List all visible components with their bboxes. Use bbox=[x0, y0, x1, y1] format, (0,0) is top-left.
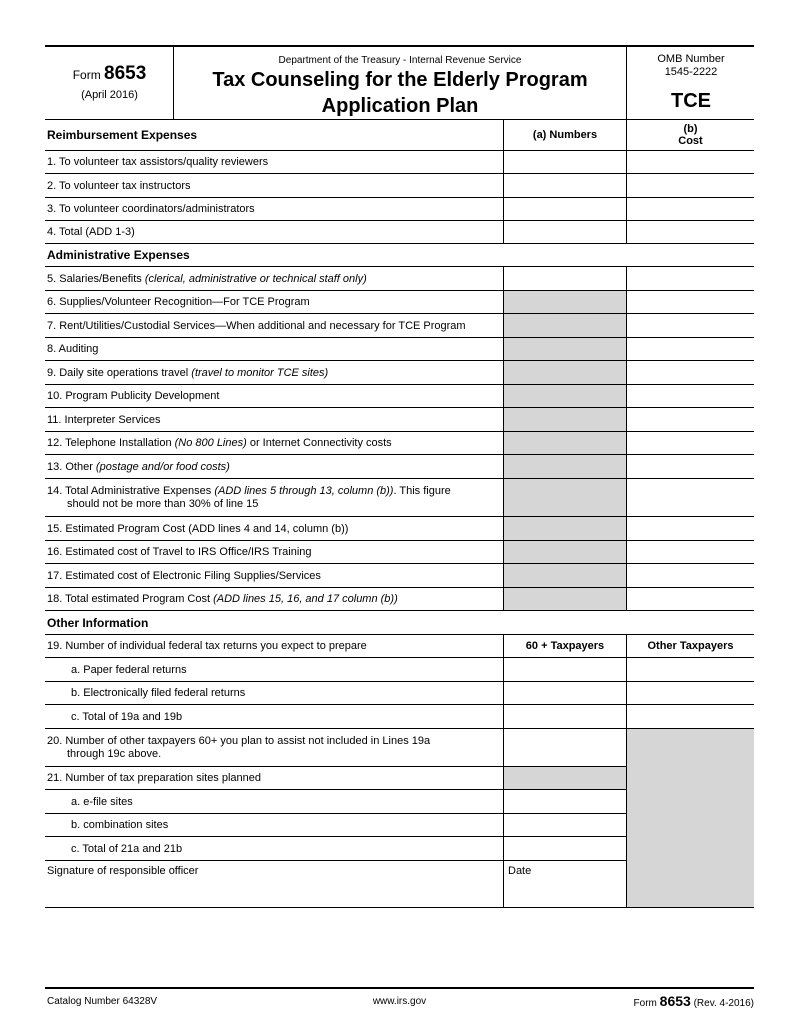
line-21-label: 21. Number of tax preparation sites planned bbox=[45, 767, 503, 790]
col-a-heading: (a) Numbers bbox=[532, 129, 598, 141]
date-field[interactable]: Date bbox=[503, 861, 626, 907]
line-4-row bbox=[45, 221, 754, 244]
line-15-label: 15. Estimated Program Cost (ADD lines 4 and 14, column (b)) bbox=[47, 522, 349, 535]
line-16-label: 16. Estimated cost of Travel to IRS Office/IRS Training bbox=[47, 546, 312, 558]
line-8-cost[interactable] bbox=[626, 338, 754, 360]
line-5-label: 5. Salaries/Benefits (clerical, administrative or technical staff only) bbox=[47, 272, 367, 285]
program-code: TCE bbox=[671, 90, 711, 112]
line-2-label: 2. To volunteer tax instructors bbox=[47, 179, 191, 192]
line-13-row bbox=[45, 455, 754, 479]
line-20-row bbox=[45, 729, 754, 767]
line-19c-60[interactable] bbox=[503, 705, 626, 728]
form-date: (April 2016) bbox=[81, 89, 138, 101]
line-20-60[interactable] bbox=[503, 729, 626, 767]
line-12-label: 12. Telephone Installation (No 800 Lines) or Internet Connectivity costs bbox=[47, 437, 392, 449]
line-18-row bbox=[45, 588, 754, 611]
line-20-label: 20. Number of other taxpayers 60+ you plan to assist not included in Lines 19a through 19c above. bbox=[45, 729, 503, 767]
line-19a-label: a. Paper federal returns bbox=[71, 663, 187, 676]
line-4-cost[interactable] bbox=[626, 221, 754, 243]
line-2-numbers[interactable] bbox=[503, 174, 626, 197]
line-21a-label: a. e-file sites bbox=[45, 790, 503, 814]
catalog-number: Catalog Number 64328V bbox=[47, 996, 158, 1007]
line-15-row bbox=[45, 517, 754, 541]
line-12-row bbox=[45, 432, 754, 455]
line-18-cost[interactable] bbox=[626, 588, 754, 610]
line-9-cost[interactable] bbox=[626, 361, 754, 384]
line-3-label: 3. To volunteer coordinators/administrators bbox=[47, 203, 255, 215]
department: Department of the Treasury - Internal Revenue Service bbox=[278, 55, 522, 66]
irs-link[interactable]: www.irs.gov bbox=[372, 996, 427, 1007]
line-5-numbers[interactable] bbox=[503, 267, 626, 290]
line-2-row bbox=[45, 174, 754, 198]
line-19c-label: c. Total of 19a and 19b bbox=[71, 710, 183, 723]
line-16-cost[interactable] bbox=[626, 541, 754, 563]
col-b-heading: (b) Cost bbox=[678, 123, 703, 147]
line-7-cost[interactable] bbox=[626, 314, 754, 337]
line-5-row bbox=[45, 267, 754, 291]
line-17-row bbox=[45, 564, 754, 588]
line-11-label: 11. Interpreter Services bbox=[47, 413, 161, 426]
line-21c-label: c. Total of 21a and 21b bbox=[45, 837, 503, 861]
line-3-row bbox=[45, 198, 754, 221]
line-19a-other[interactable] bbox=[626, 658, 754, 681]
line-13-label: 13. Other (postage and/or food costs) bbox=[47, 460, 230, 473]
administrative-header-row bbox=[45, 244, 754, 267]
line-1-cost[interactable] bbox=[626, 151, 754, 173]
form-page bbox=[45, 45, 754, 1035]
line-21-row bbox=[45, 767, 754, 790]
line-8-row bbox=[45, 338, 754, 361]
line-4-numbers[interactable] bbox=[503, 221, 626, 243]
omb-box bbox=[626, 47, 754, 120]
line-21a-row bbox=[45, 790, 754, 814]
form-title-box bbox=[174, 47, 626, 120]
line-3-cost[interactable] bbox=[626, 198, 754, 220]
line-2-cost[interactable] bbox=[626, 174, 754, 197]
line-6-row bbox=[45, 291, 754, 314]
line-19b-row bbox=[45, 682, 754, 705]
line-9-row bbox=[45, 361, 754, 385]
line-19b-label: b. Electronically filed federal returns bbox=[71, 687, 246, 699]
line-10-row bbox=[45, 385, 754, 408]
line-11-cost[interactable] bbox=[626, 408, 754, 431]
line-21c-row bbox=[45, 837, 754, 861]
line-15-cost[interactable] bbox=[626, 517, 754, 540]
line-7-row bbox=[45, 314, 754, 338]
line-19c-row bbox=[45, 705, 754, 729]
form-footer bbox=[45, 987, 754, 1009]
form-header bbox=[45, 45, 754, 120]
line-14-row bbox=[45, 479, 754, 517]
line-16-row bbox=[45, 541, 754, 564]
line-17-cost[interactable] bbox=[626, 564, 754, 587]
line-19c-other[interactable] bbox=[626, 705, 754, 728]
line-21a-60[interactable] bbox=[503, 790, 626, 814]
line-19b-60[interactable] bbox=[503, 682, 626, 704]
line-1-label: 1. To volunteer tax assistors/quality reviewers bbox=[47, 156, 269, 168]
form-number: Form 8653 bbox=[72, 63, 147, 84]
line-14-cost[interactable] bbox=[626, 479, 754, 516]
line-19b-other[interactable] bbox=[626, 682, 754, 704]
line-6-label: 6. Supplies/Volunteer Recognition—For TCE Program bbox=[47, 296, 310, 308]
line-10-cost[interactable] bbox=[626, 385, 754, 407]
form-id-box bbox=[45, 47, 174, 120]
line-19a-60[interactable] bbox=[503, 658, 626, 681]
section-title-other: Other Information bbox=[47, 615, 149, 630]
line-8-label: 8. Auditing bbox=[47, 343, 99, 355]
line-19-label: 19. Number of individual federal tax returns you expect to prepare bbox=[47, 640, 367, 652]
form-title: Tax Counseling for the Elderly Program Application Plan bbox=[212, 69, 588, 117]
col-other-heading: Other Taxpayers bbox=[647, 640, 734, 652]
line-21c-60[interactable] bbox=[503, 837, 626, 861]
line-10-label: 10. Program Publicity Development bbox=[47, 390, 220, 402]
line-18-label: 18. Total estimated Program Cost (ADD lines 15, 16, and 17 column (b)) bbox=[47, 593, 398, 605]
line-19-row bbox=[45, 635, 754, 658]
signature-field[interactable]: Signature of responsible officer bbox=[47, 865, 199, 877]
line-11-row bbox=[45, 408, 754, 432]
line-17-label: 17. Estimated cost of Electronic Filing Supplies/Services bbox=[47, 569, 321, 582]
line-14-label: 14. Total Administrative Expenses (ADD lines 5 through 13, column (b)). This figure should not be more than 30% of line 15 bbox=[47, 484, 451, 510]
other-header-row bbox=[45, 611, 754, 635]
signature-row bbox=[45, 861, 754, 908]
reimbursement-header-row bbox=[45, 120, 754, 151]
line-5-cost[interactable] bbox=[626, 267, 754, 290]
line-19a-row bbox=[45, 658, 754, 682]
omb-number: OMB Number 1545-2222 bbox=[657, 53, 725, 78]
line-3-numbers[interactable] bbox=[503, 198, 626, 220]
line-12-cost[interactable] bbox=[626, 432, 754, 454]
line-1-numbers[interactable] bbox=[503, 151, 626, 173]
line-21b-label: b. combination sites bbox=[45, 814, 503, 837]
section-title-administrative: Administrative Expenses bbox=[47, 248, 190, 262]
line-21b-60[interactable] bbox=[503, 814, 626, 837]
section-title-reimbursement: Reimbursement Expenses bbox=[47, 128, 198, 142]
footer-form-number: Form 8653 (Rev. 4-2016) bbox=[633, 993, 754, 1009]
line-21b-row bbox=[45, 814, 754, 837]
line-4-label: 4. Total (ADD 1-3) bbox=[47, 226, 135, 238]
col-60-heading: 60 + Taxpayers bbox=[525, 640, 605, 652]
line-1-row bbox=[45, 151, 754, 174]
line-9-label: 9. Daily site operations travel (travel to monitor TCE sites) bbox=[47, 366, 329, 379]
line-13-cost[interactable] bbox=[626, 455, 754, 478]
line-6-cost[interactable] bbox=[626, 291, 754, 313]
line-7-label: 7. Rent/Utilities/Custodial Services—When additional and necessary for TCE Program bbox=[47, 319, 466, 332]
